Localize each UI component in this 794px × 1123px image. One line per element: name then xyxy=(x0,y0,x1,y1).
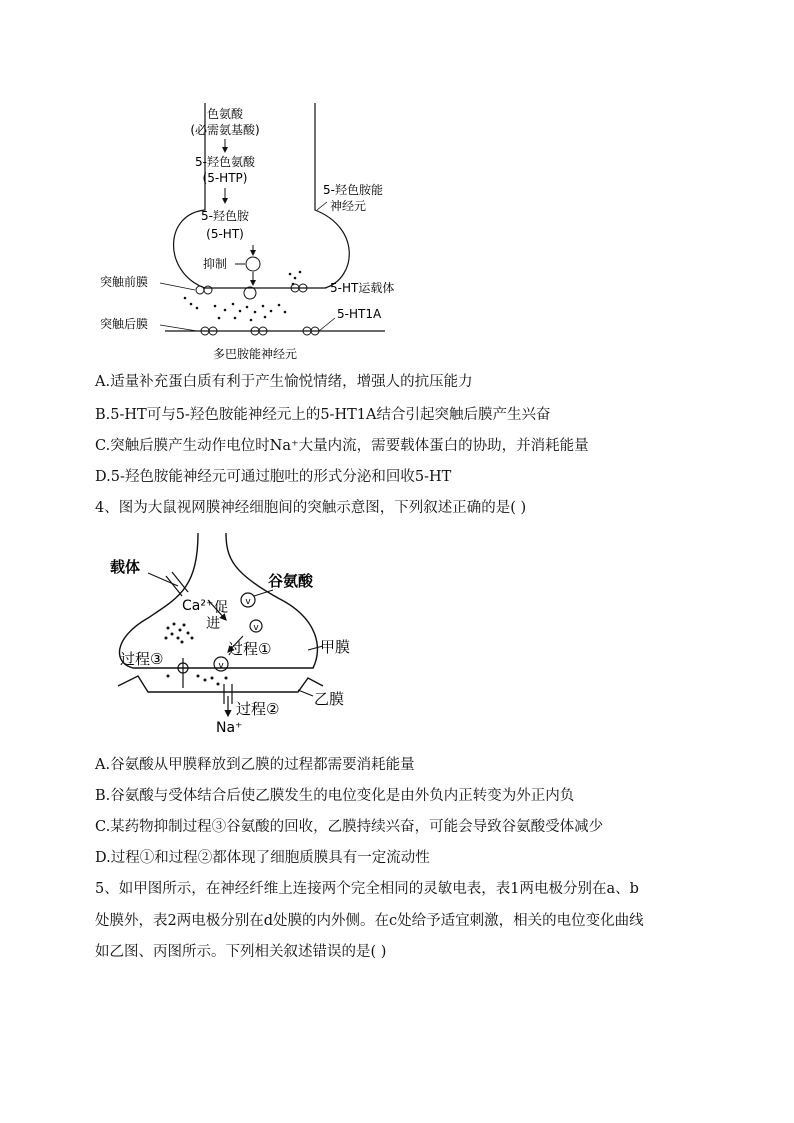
label-receptor: 5-HT1A xyxy=(337,307,382,321)
label-presynaptic: 突触前膜 xyxy=(100,275,149,289)
vesicle-mark-2: v xyxy=(253,623,259,633)
vesicle-mark-1: v xyxy=(245,597,251,607)
label-5ht-name: 5-羟色胺 xyxy=(201,209,249,223)
label-carrier: 载体 xyxy=(110,558,141,576)
q3-option-a: A.适量补充蛋白质有利于产生愉悦情绪，增强人的抗压能力 xyxy=(95,374,473,390)
q4-option-b: B.谷氨酸与受体结合后使乙膜发生的电位变化是由外负内正转变为外正内负 xyxy=(95,788,575,804)
label-ca: Ca²⁺ xyxy=(182,598,214,614)
postsynaptic-membrane-outline xyxy=(118,676,323,692)
label-neuron-line2: 神经元 xyxy=(330,199,367,213)
label-5htp-name: 5-羟色氨酸 xyxy=(195,155,255,169)
label-postsynaptic: 突触后膜 xyxy=(100,317,149,331)
label-5ht-abbr: (5-HT) xyxy=(206,227,244,241)
label-glutamate: 谷氨酸 xyxy=(268,572,314,590)
retina-synapse-diagram xyxy=(108,528,358,738)
label-5htp-abbr: (5-HTP) xyxy=(202,171,248,185)
carrier-channel xyxy=(166,572,188,596)
serotonin-synapse-diagram xyxy=(95,98,425,366)
transporter-group xyxy=(196,284,307,294)
label-essential-aa: (必需氨基酸) xyxy=(190,123,260,137)
label-process-2: 过程② xyxy=(236,700,280,718)
label-inhibit: 抑制 xyxy=(203,257,228,271)
label-process-3: 过程③ xyxy=(120,650,164,668)
q4-option-c: C.某药物抑制过程③谷氨酸的回收，乙膜持续兴奋，可能会导致谷氨酸受体减少 xyxy=(95,819,604,835)
label-membrane-b: 乙膜 xyxy=(314,690,345,708)
label-process-1: 过程① xyxy=(228,640,272,658)
vesicle-mark-3: v xyxy=(218,661,224,671)
vesicle-inhibited xyxy=(246,257,260,271)
q5-stem-line-3: 如乙图、丙图所示。下列相关叙述错误的是( ) xyxy=(95,944,387,960)
label-na: Na⁺ xyxy=(216,720,243,736)
label-promote-2: 进 xyxy=(206,616,220,632)
neurotransmitter-dots xyxy=(184,271,302,322)
label-dopamine-neuron: 多巴胺能神经元 xyxy=(212,347,298,361)
q4-stem: 4、图为大鼠视网膜神经细胞间的突触示意图，下列叙述正确的是( ) xyxy=(95,500,527,516)
label-neuron-line1: 5-羟色胺能 xyxy=(323,183,383,197)
q3-option-c: C.突触后膜产生动作电位时Na⁺大量内流，需要载体蛋白的协助，并消耗能量 xyxy=(95,438,589,454)
q4-option-a: A.谷氨酸从甲膜释放到乙膜的过程都需要消耗能量 xyxy=(95,757,415,773)
label-tryptophan: 色氨酸 xyxy=(206,107,244,121)
vesicle-release xyxy=(244,287,256,299)
q5-stem-line-2: 处膜外，表2两电极分别在d处膜的内外侧。在c处给予适宜刺激，相关的电位变化曲线 xyxy=(95,913,644,929)
q5-stem-line-1: 5、如甲图所示，在神经纤维上连接两个完全相同的灵敏电表，表1两电极分别在a、b xyxy=(95,881,639,897)
label-promote-1: 促 xyxy=(214,600,228,616)
q3-option-b: B.5-HT可与5-羟色胺能神经元上的5-HT1A结合引起突触后膜产生兴奋 xyxy=(95,407,551,423)
label-transporter: 5-HT运载体 xyxy=(330,281,395,295)
q4-option-d: D.过程①和过程②都体现了细胞质膜具有一定流动性 xyxy=(95,850,430,866)
q3-option-d: D.5-羟色胺能神经元可通过胞吐的形式分泌和回收5-HT xyxy=(95,469,452,485)
label-membrane-a: 甲膜 xyxy=(320,638,351,656)
